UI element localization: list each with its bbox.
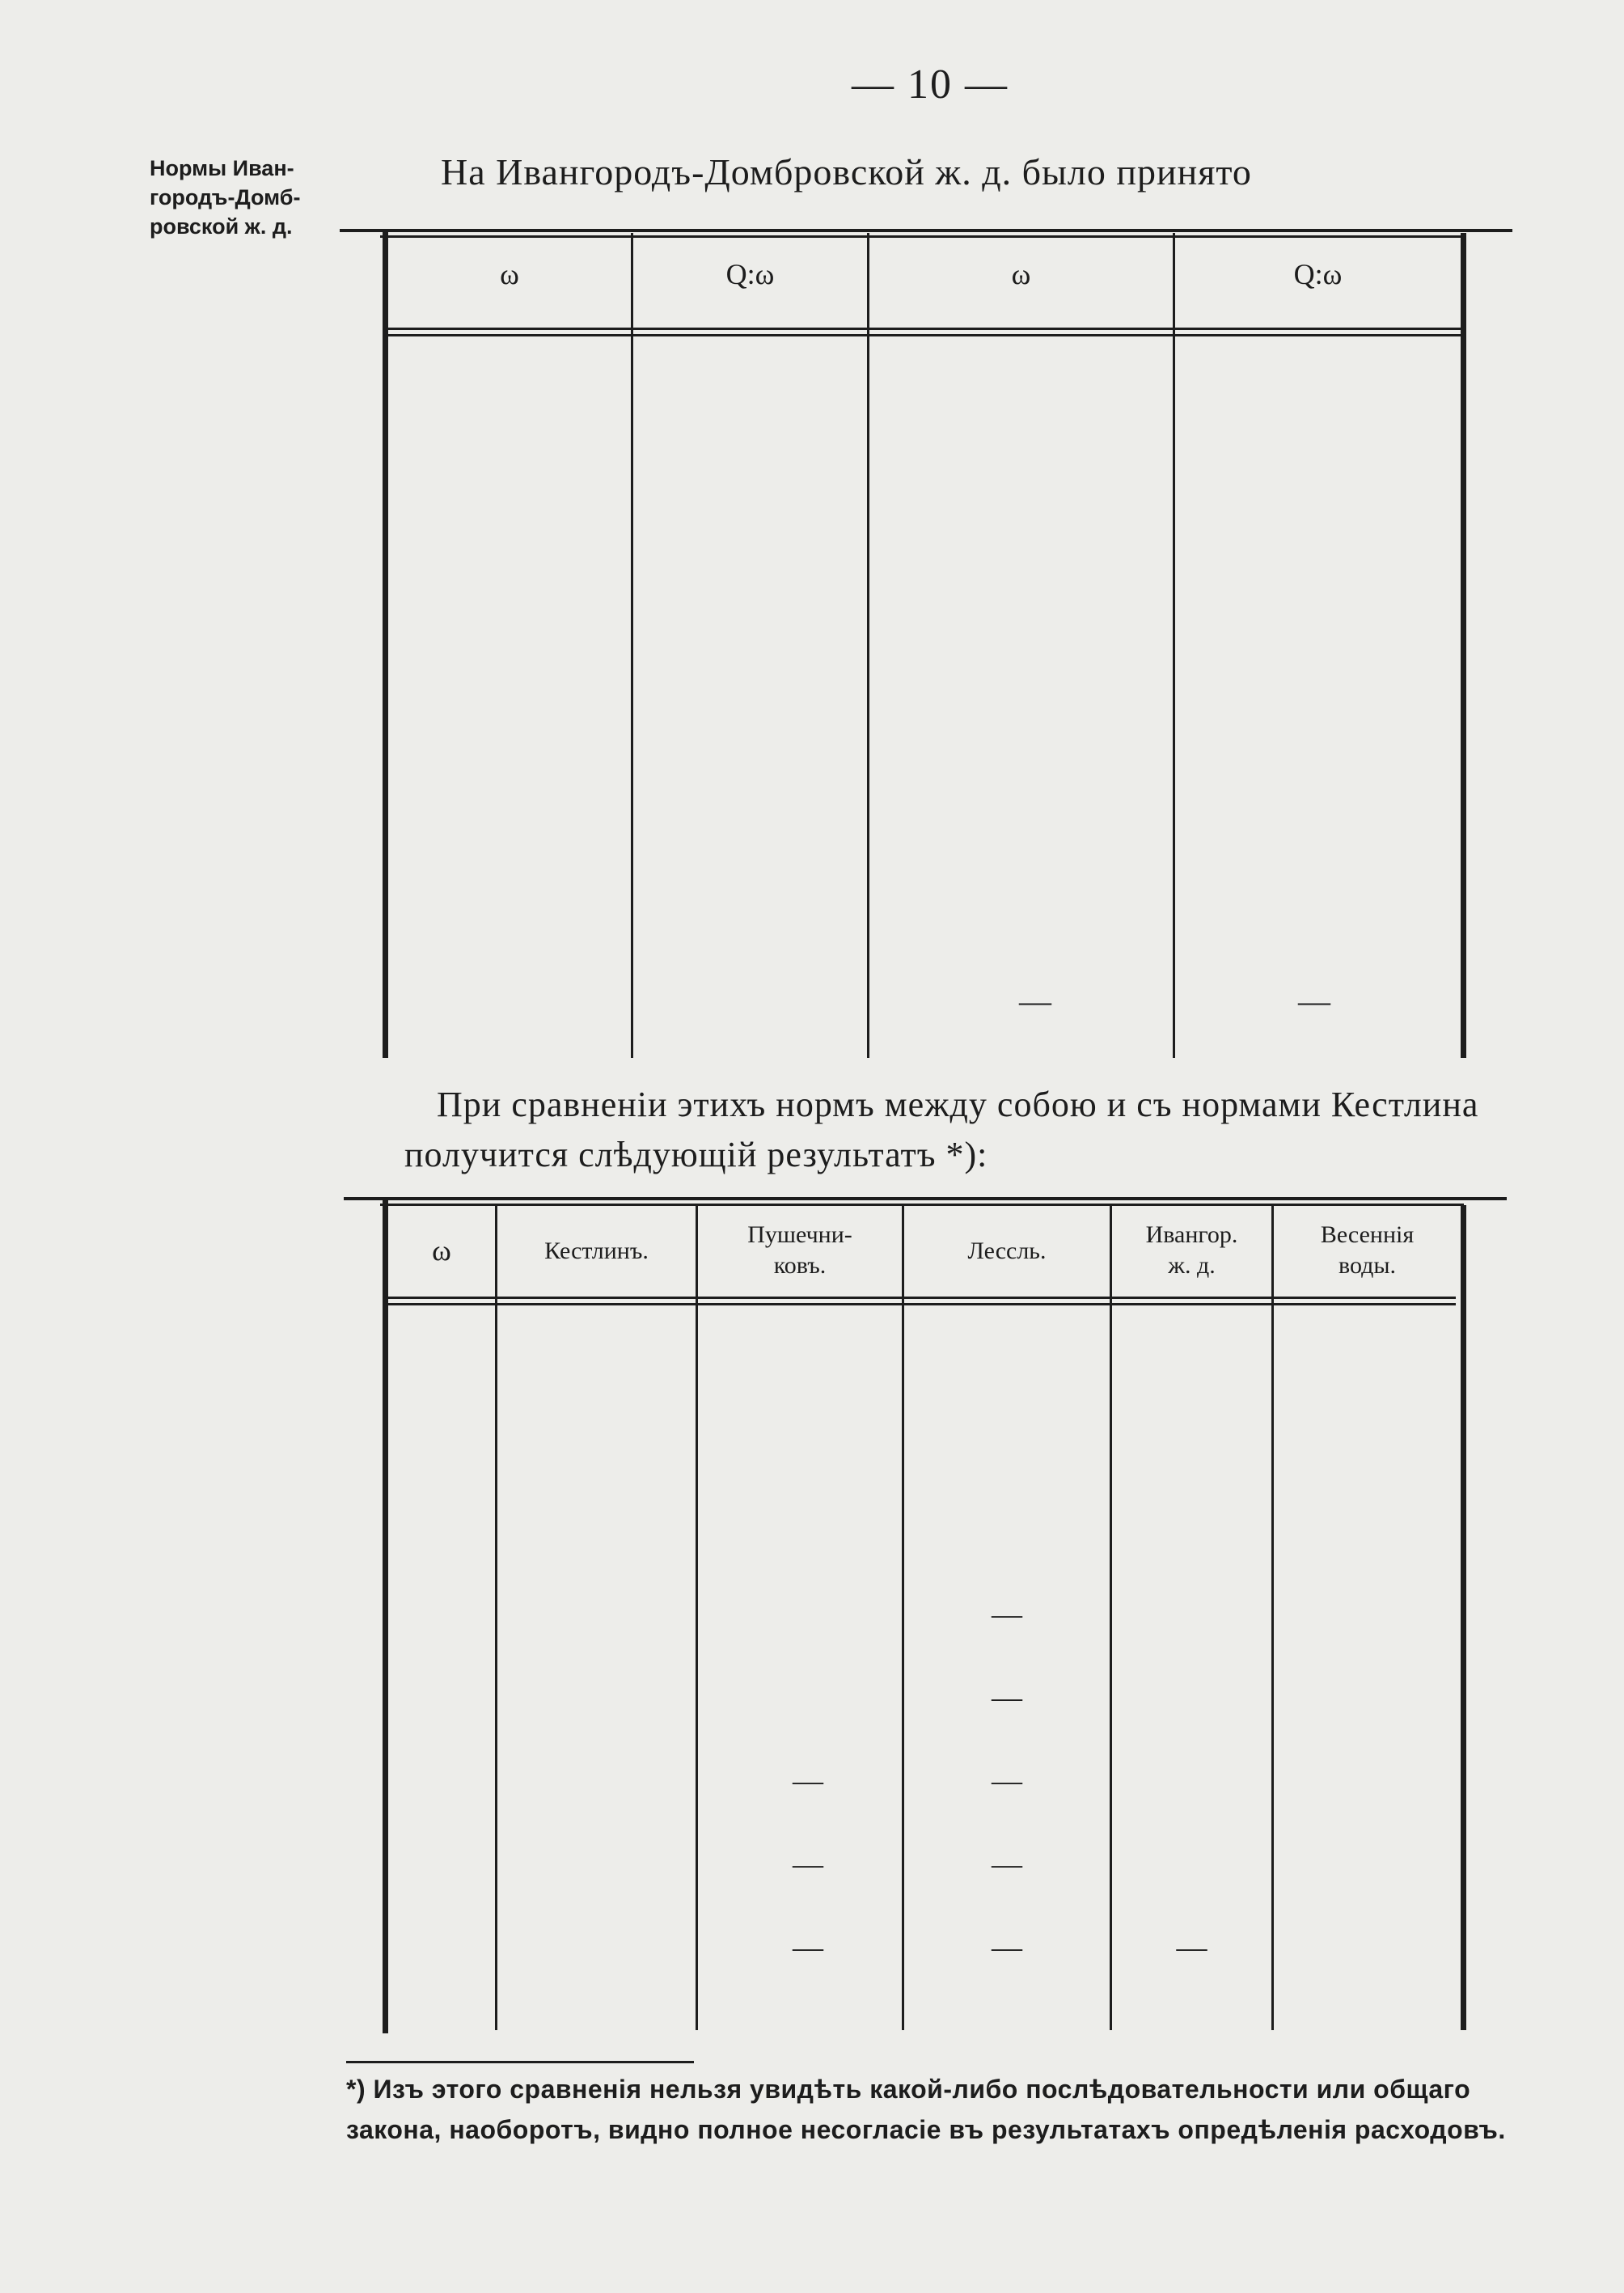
table1-left-border — [383, 229, 388, 1058]
table2-header-lessl: Лессль. — [967, 1237, 1047, 1264]
table2-right-border — [1461, 1205, 1466, 2030]
table2-header-kestlin: Кестлинъ. — [544, 1237, 649, 1264]
table2-header-ivangorod: Ивангор. ж. д. — [1145, 1221, 1238, 1279]
table2-cell: — — [793, 1764, 823, 1798]
table1-header-omega-2: ω — [1011, 258, 1031, 290]
table1-cell: — — [1298, 983, 1330, 1019]
intro-line: На Ивангородъ-Домбровской ж. д. было принято — [441, 151, 1252, 192]
footnote-rule — [346, 2061, 694, 2063]
table2-cell: — — [992, 1597, 1022, 1631]
table1-header-q-2: Q:ω — [1293, 258, 1343, 290]
footnote: *) Изъ этого сравненія нельзя увидѣть какой-либо послѣдовательности или общаго закона, наоборотъ, видно полное несогласіе въ результатахъ опредѣленія расходовъ. — [346, 2075, 1506, 2144]
table1-right-border — [1461, 233, 1466, 1058]
table1-cell: — — [1019, 983, 1051, 1019]
table1-header-omega-1: ω — [500, 258, 519, 290]
table2-header-spring-water: Весеннія воды. — [1320, 1221, 1415, 1279]
comparison-paragraph — [404, 1080, 1512, 1180]
comparison-paragraph-text: При сравненіи этихъ нормъ между собою и съ нормами Кестлина получится слѣдующій результатъ *): — [404, 1085, 1479, 1174]
table2-cell: — — [793, 1931, 823, 1965]
table2-cell: — — [992, 1681, 1022, 1715]
table2-cell: — — [1176, 1931, 1207, 1965]
table2-cell: — — [992, 1931, 1022, 1965]
table2-cell: — — [992, 1847, 1022, 1881]
table2-header-pushechnikov: Пушечни- ковъ. — [747, 1221, 852, 1279]
margin-note: Нормы Иван-городъ-Домб-ровской ж. д. — [150, 156, 301, 239]
table2-header-omega: ω — [432, 1234, 451, 1267]
table2-cell: — — [793, 1847, 823, 1881]
table1-header-q-1: Q:ω — [725, 258, 775, 290]
page-number: — 10 — — [852, 61, 1009, 108]
table2-cell: — — [992, 1764, 1022, 1798]
table2-left-border — [383, 1200, 388, 2033]
